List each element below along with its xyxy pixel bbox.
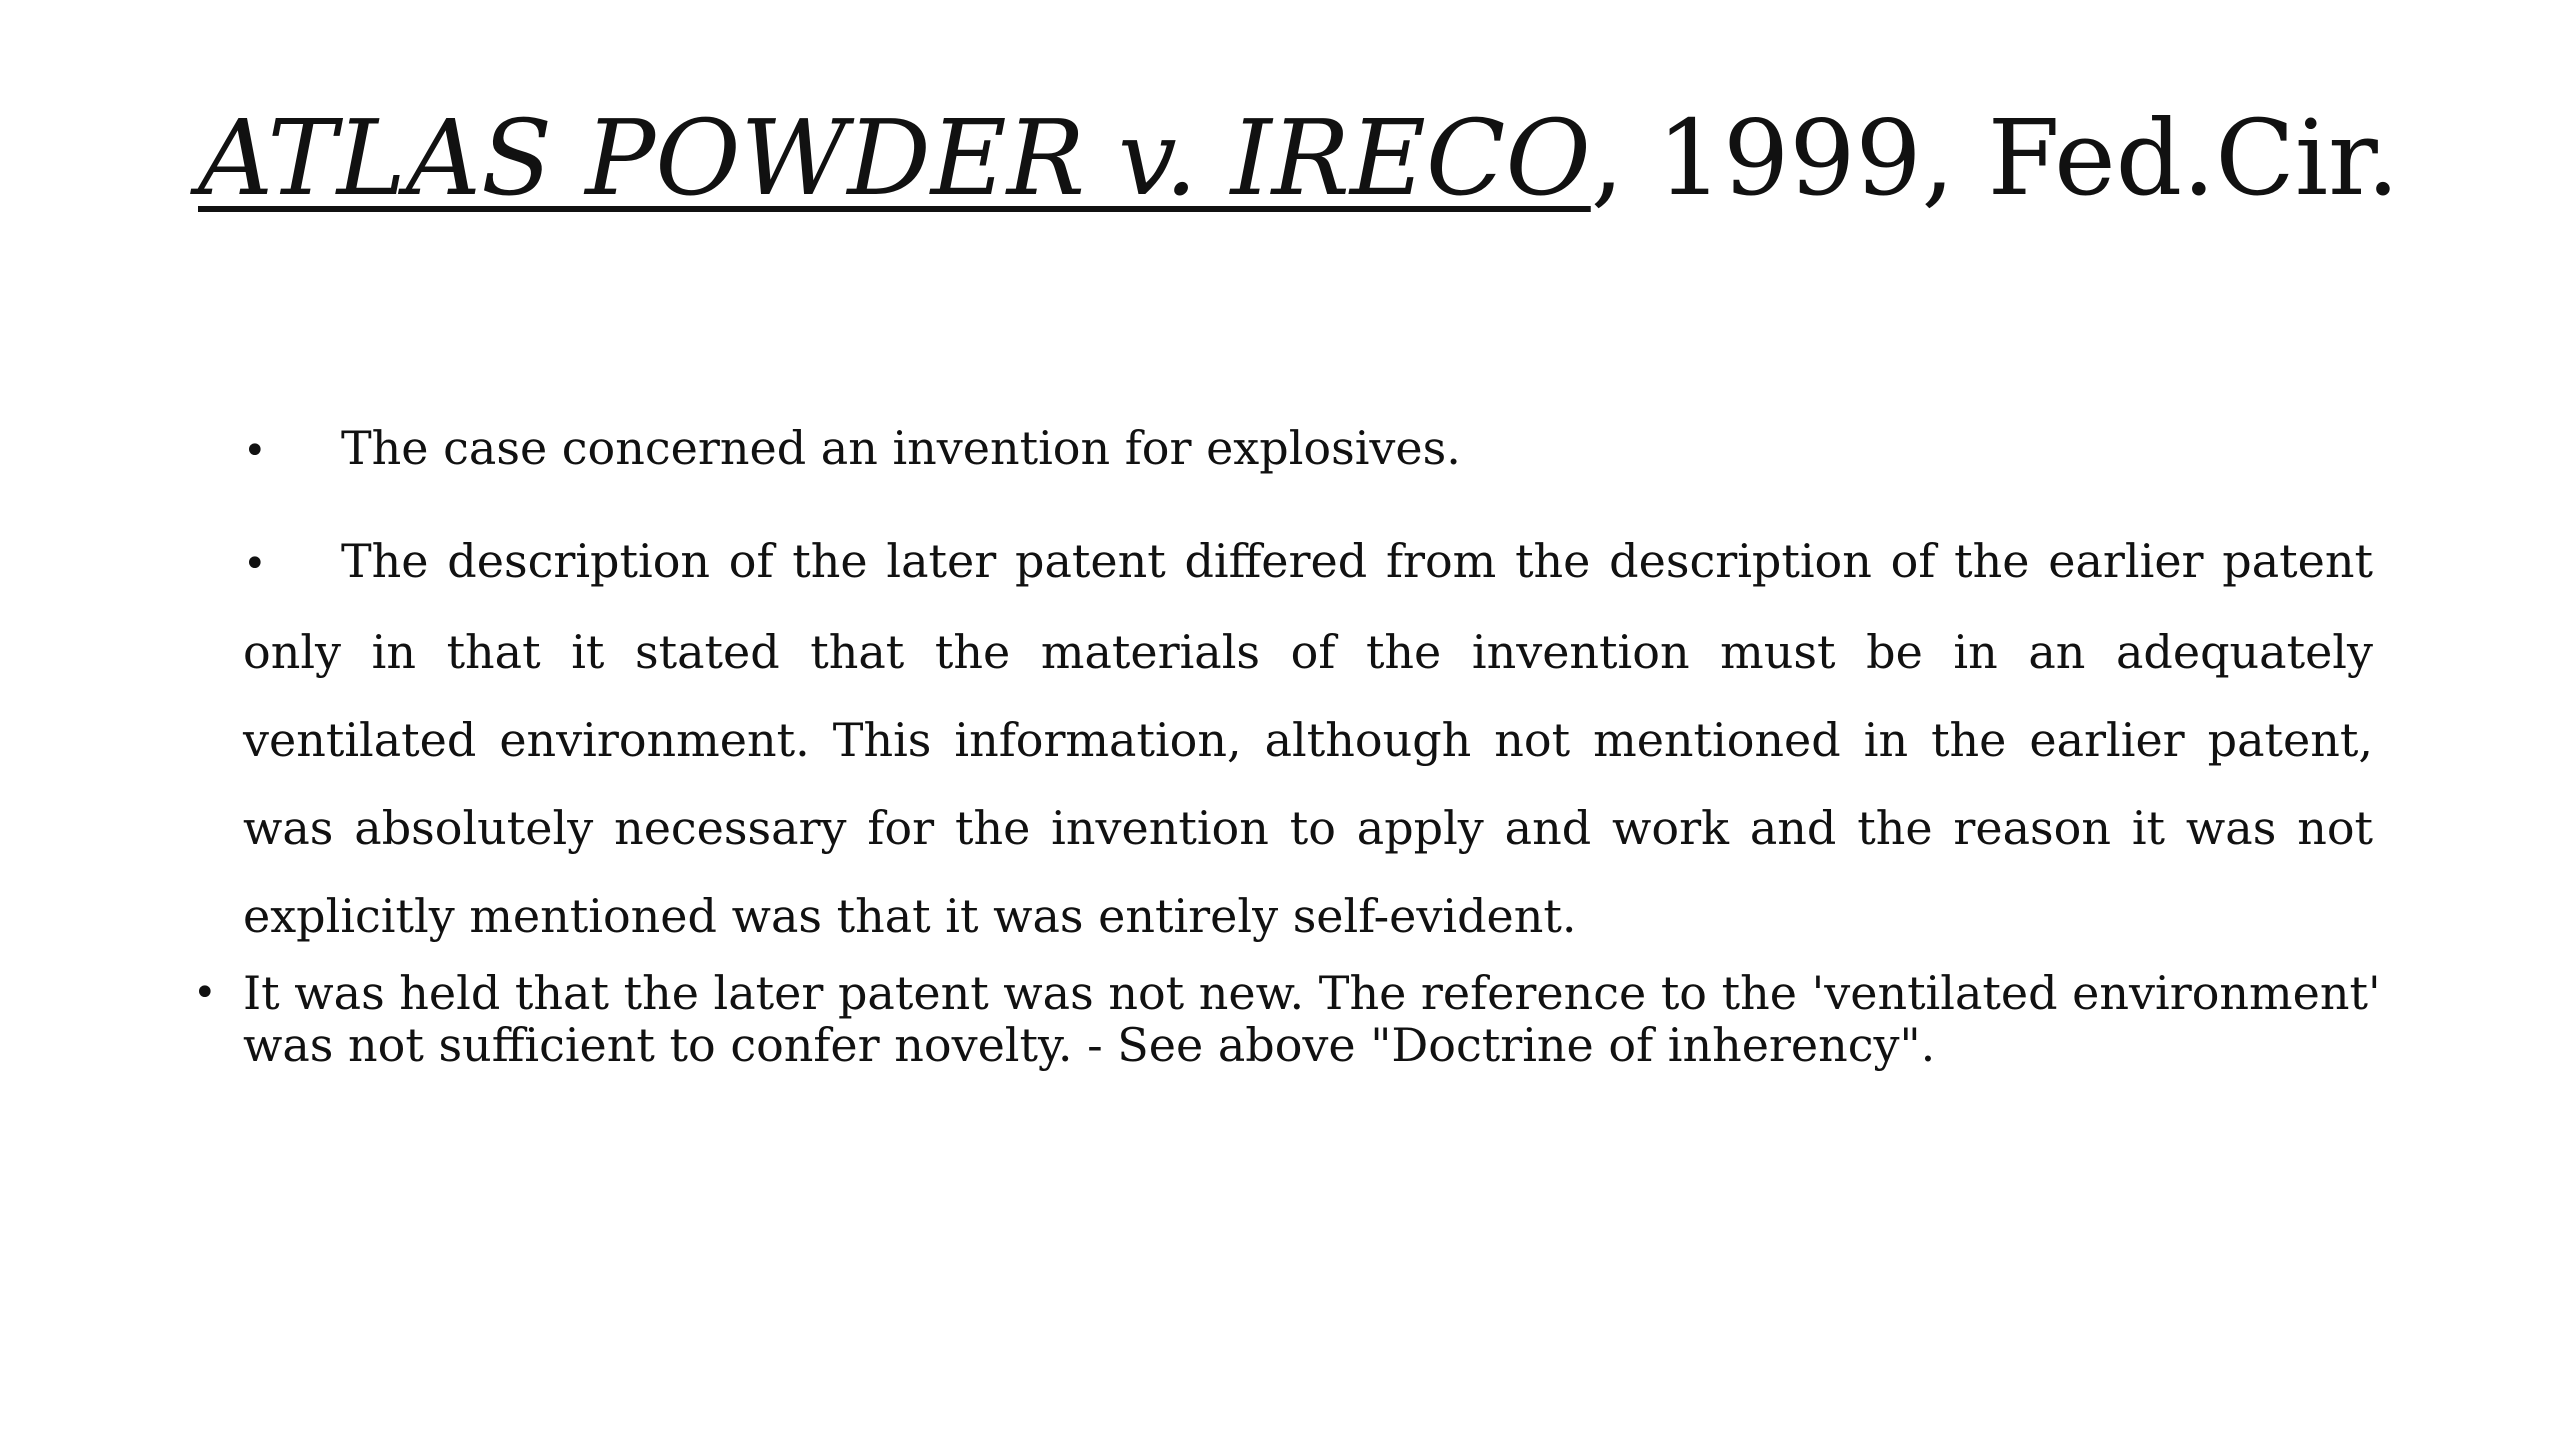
- slide-title: [198, 88, 2399, 228]
- bullet-item-2: [243, 517, 2373, 960]
- bullet-text: It was held that the later patent was not new. The reference to the 'ventilated environment' was not sufficient to confer novelty. - See above "Doctrine of inherency".: [243, 966, 2381, 1072]
- bullet-marker: •: [243, 541, 267, 587]
- bullet-marker: •: [193, 970, 217, 1016]
- bullet-item-3: [193, 966, 2483, 1072]
- title-suffix: , 1999, Fed.Cir.: [1590, 97, 2400, 219]
- case-name: ATLAS POWDER v. IRECO: [198, 97, 1591, 219]
- bullet-item-1: [243, 404, 2373, 495]
- bullet-marker: •: [243, 428, 267, 474]
- bullet-text: The case concerned an invention for explosives.: [341, 421, 1461, 475]
- bullet-text: The description of the later patent differed from the description of the earlier patent only in that it stated that the materials of the invention must be in an adequately ventilated environment. This information, although not mentioned in the earlier patent, was absolutely necessary for the invention to apply and work and the reason it was not explicitly mentioned was that it was entirely self-evident.: [243, 534, 2373, 943]
